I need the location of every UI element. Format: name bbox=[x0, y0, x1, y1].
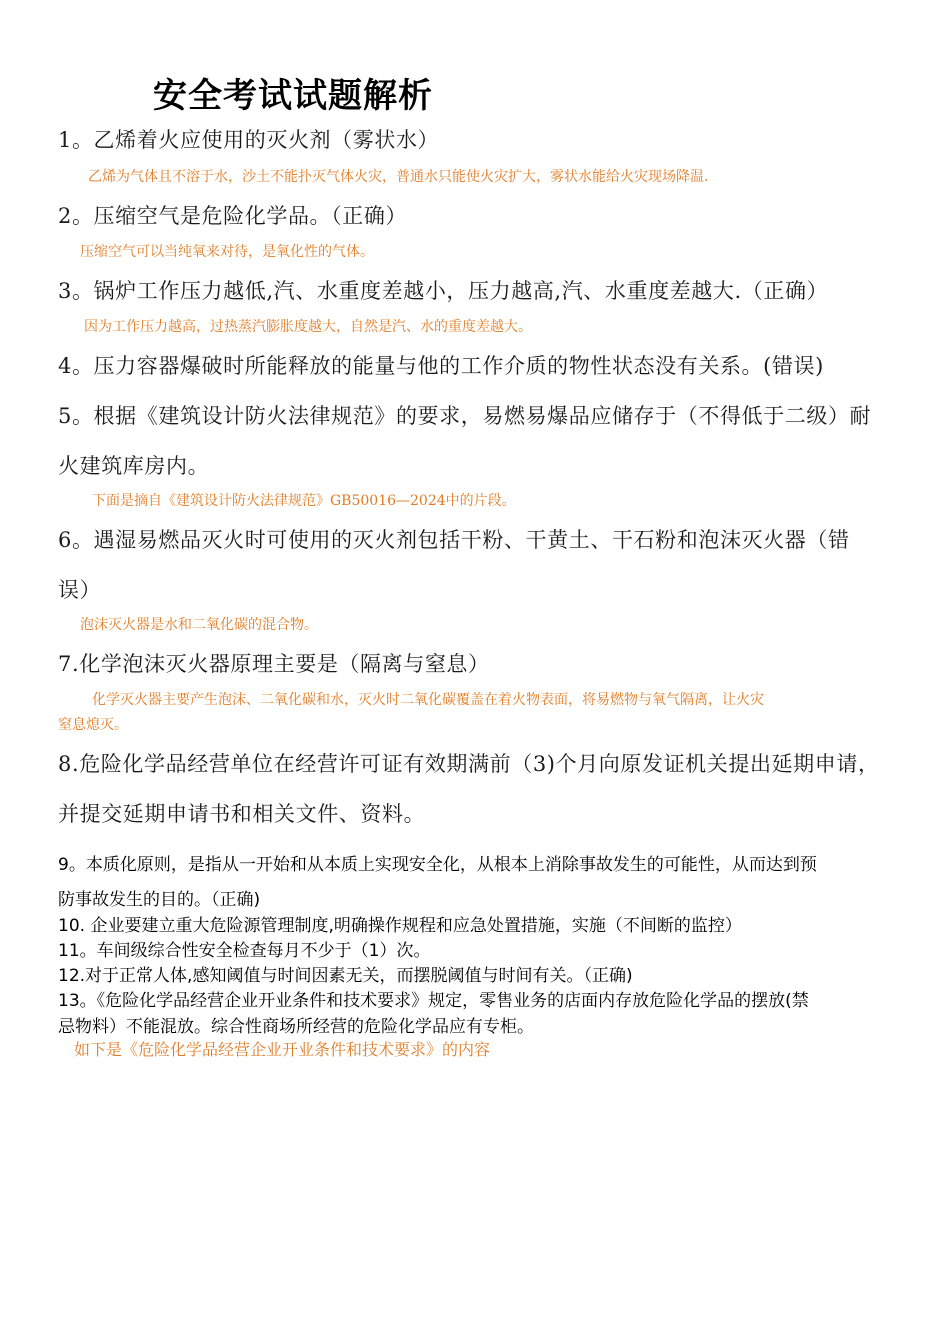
question-12: 12.对于正常人体,感知阈值与时间因素无关，而摆脱阈值与时间有关。（正确) bbox=[58, 966, 633, 986]
question-5-line-2: 火建筑库房内。 bbox=[58, 454, 210, 478]
question-1: 1。乙烯着火应使用的灭火剂（雾状水） bbox=[58, 128, 440, 152]
explanation-13: 如下是《危险化学品经营企业开业条件和技术要求》的内容 bbox=[74, 1040, 491, 1059]
question-10: 10. 企业要建立重大危险源管理制度,明确操作规程和应急处置措施，实施（不间断的监控） bbox=[58, 916, 742, 936]
question-7: 7.化学泡沫灭火器原理主要是（隔离与窒息） bbox=[58, 652, 490, 676]
question-9-line-1: 9。本质化原则，是指从一开始和从本质上实现安全化，从根本上消除事故发生的可能性，从而达到预 bbox=[58, 855, 817, 875]
explanation-1: 乙烯为气体且不溶于水，沙土不能扑灭气体火灾，普通水只能使火灾扩大，雾状水能给火灾现场降温. bbox=[88, 169, 709, 185]
question-5-line-1: 5。根据《建筑设计防火法律规范》的要求，易燃易爆品应储存于（不得低于二级）耐 bbox=[58, 404, 872, 428]
question-2: 2。压缩空气是危险化学品。（正确） bbox=[58, 204, 408, 228]
question-9-line-2: 防事故发生的目的。（正确) bbox=[58, 890, 261, 910]
question-6-line-1: 6。遇湿易燃品灭火时可使用的灭火剂包括干粉、干黄土、干石粉和泡沫灭火器（错 bbox=[58, 528, 850, 552]
explanation-7-line-1: 化学灭火器主要产生泡沫、二氧化碳和水，灭火时二氧化碳覆盖在着火物表面，将易燃物与氧气隔离，让火灾 bbox=[92, 692, 764, 708]
question-13-line-2: 忌物料）不能混放。综合性商场所经营的危险化学品应有专柜。 bbox=[58, 1017, 534, 1037]
question-4: 4。压力容器爆破时所能释放的能量与他的工作介质的物性状态没有关系。(错误) bbox=[58, 354, 824, 378]
question-8-line-1: 8.危险化学品经营单位在经营许可证有效期满前（3)个月向原发证机关提出延期申请， bbox=[58, 752, 880, 776]
question-13-line-1: 13。《危险化学品经营企业开业条件和技术要求》规定，零售业务的店面内存放危险化学品的摆放(禁 bbox=[58, 991, 809, 1011]
explanation-5: 下面是摘自《建筑设计防火法律规范》GB50016—2024中的片段。 bbox=[92, 493, 516, 509]
explanation-7-line-2: 窒息熄灭。 bbox=[58, 717, 128, 733]
question-11: 11。车间级综合性安全检查每月不少于（1）次。 bbox=[58, 941, 431, 961]
question-6-line-2: 误） bbox=[58, 578, 102, 602]
page-title: 安全考试试题解析 bbox=[153, 76, 433, 116]
explanation-2: 压缩空气可以当纯氧来对待，是氧化性的气体。 bbox=[80, 244, 374, 260]
question-3: 3。锅炉工作压力越低,汽、水重度差越小，压力越高,汽、水重度差越大.（正确） bbox=[58, 279, 829, 303]
explanation-6: 泡沫灭火器是水和二氧化碳的混合物。 bbox=[80, 617, 318, 633]
question-8-line-2: 并提交延期申请书和相关文件、资料。 bbox=[58, 802, 426, 826]
explanation-3: 因为工作压力越高，过热蒸汽膨胀度越大，自然是汽、水的重度差越大。 bbox=[84, 319, 532, 335]
